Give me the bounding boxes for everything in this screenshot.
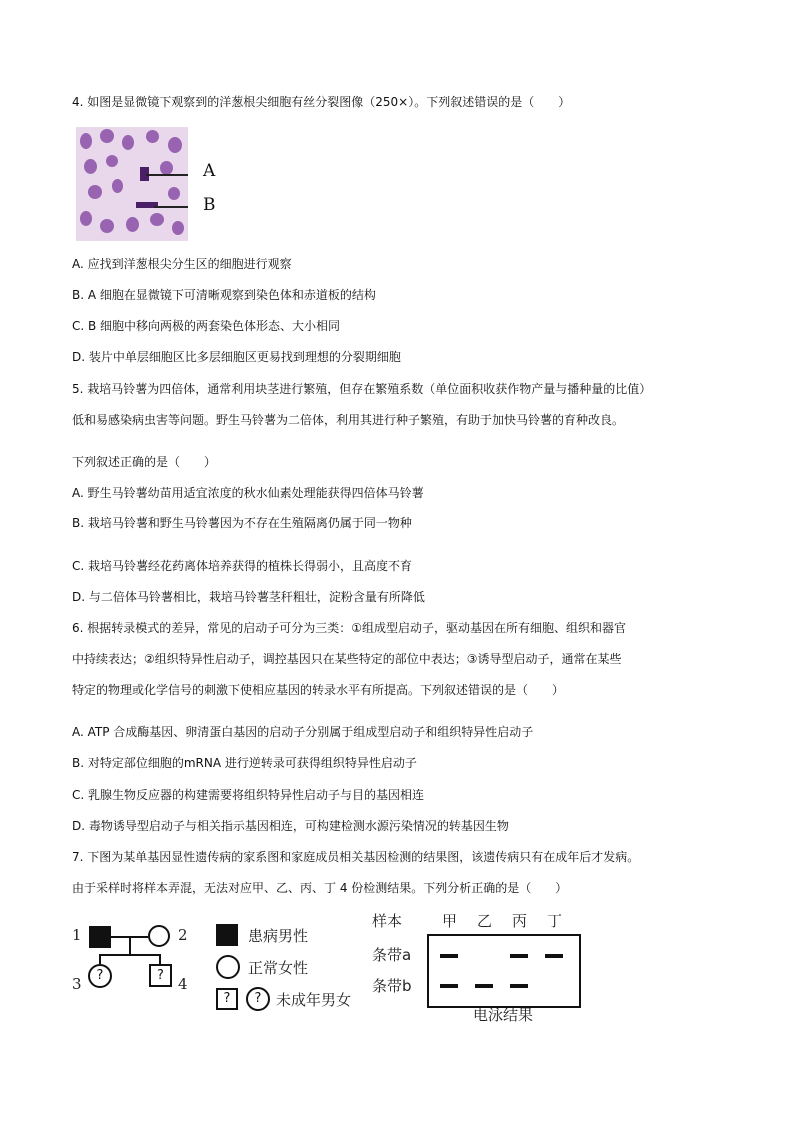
pedigree-chart [70,918,360,1018]
q4-stem: 4. 如图是显微镜下观察到的洋葱根尖细胞有丝分裂图像（250×）。下列叙述错误的是（ ） [72,95,571,109]
legend-minor: 未成年男女 [276,991,352,1009]
gel-sample-1: 甲 [442,912,458,930]
legend-affected-male-icon [216,924,238,946]
q5-option-b: B. 栽培马铃薯和野生马铃薯因为不存在生殖隔离仍属于同一物种 [72,516,412,530]
q4-option-a: A. 应找到洋葱根尖分生区的细胞进行观察 [72,257,292,271]
figure-label-b: B [203,195,216,215]
child-line-3 [99,954,101,964]
sibship-line [99,954,161,956]
pedigree-number-1: 1 [72,926,82,944]
pedigree-number-2: 2 [178,926,188,944]
gel-band-b-label: 条带b [372,977,412,995]
legend-minor-male-icon: ? [216,988,238,1010]
q6-stem-line1: 6. 根据转录模式的差异，常见的启动子可分为三类：①组成型启动子，驱动基因在所有细胞、组织和器官 [72,621,627,635]
micrograph-figure [76,127,188,241]
unknown-daughter-symbol: ? [88,964,112,988]
label-line-a [146,174,188,176]
q4-option-b: B. A 细胞在显微镜下可清晰观察到染色体和赤道板的结构 [72,288,376,302]
q5-option-c: C. 栽培马铃薯经花药离体培养获得的植株长得弱小，且高度不育 [72,559,413,573]
q5-stem-line3: 下列叙述正确的是（ ） [72,455,217,469]
q7-stem-line1: 7. 下图为某单基因显性遗传病的家系图和家庭成员相关基因检测的结果图，该遗传病只有在成年后才发病。 [72,850,640,864]
q6-stem-line3: 特定的物理或化学信号的刺激下使相应基因的转录水平有所提高。下列叙述错误的是（ ） [72,683,565,697]
label-line-b [154,206,188,208]
unknown-son-symbol: ? [149,964,172,987]
q7-stem-line2: 由于采样时将样本弄混，无法对应甲、乙、丙、丁 4 份检测结果。下列分析正确的是（ ） [72,881,568,895]
legend-normal-female: 正常女性 [248,959,309,977]
gel-sample-header: 样本 [372,912,403,930]
affected-male-symbol [89,926,111,948]
legend-normal-female-icon [216,955,240,979]
q6-option-d: D. 毒物诱导型启动子与相关指示基因相连，可构建检测水源污染情况的转基因生物 [72,819,509,833]
legend-affected-male: 患病男性 [248,927,309,945]
gel-band-a-label: 条带a [372,946,412,964]
pedigree-number-3: 3 [72,975,82,993]
child-line-4 [159,954,161,964]
q4-option-d: D. 装片中单层细胞区比多层细胞区更易找到理想的分裂期细胞 [72,350,401,364]
gel-sample-2: 乙 [477,912,493,930]
gel-band-b-lane-3 [510,984,528,988]
gel-band-a-lane-1 [440,954,458,958]
q6-stem-line2: 中持续表达；②组织特异性启动子，调控基因只在某些特定的部位中表达；③诱导型启动子，通常在某些 [72,652,622,666]
figure-label-a: A [203,161,216,181]
gel-figure [370,908,600,1028]
normal-female-symbol [148,925,170,947]
legend-minor-female-icon: ? [246,987,270,1011]
q6-option-c: C. 乳腺生物反应器的构建需要将组织特异性启动子与目的基因相连 [72,788,425,802]
q5-option-a: A. 野生马铃薯幼苗用适宜浓度的秋水仙素处理能获得四倍体马铃薯 [72,486,424,500]
gel-band-b-lane-2 [475,984,493,988]
q5-stem-line1: 5. 栽培马铃薯为四倍体，通常利用块茎进行繁殖，但存在繁殖系数（单位面积收获作物产量与播种量的比值） [72,382,652,396]
gel-caption: 电泳结果 [473,1006,534,1024]
q5-stem-line2: 低和易感染病虫害等问题。野生马铃薯为二倍体，利用其进行种子繁殖，有助于加快马铃薯的育种改良。 [72,413,625,427]
q4-option-c: C. B 细胞中移向两极的两套染色体形态、大小相同 [72,319,341,333]
q5-option-d: D. 与二倍体马铃薯相比，栽培马铃薯茎秆粗壮，淀粉含量有所降低 [72,590,425,604]
gel-sample-4: 丁 [547,912,563,930]
gel-sample-3: 丙 [512,912,528,930]
q6-option-a: A. ATP 合成酶基因、卵清蛋白基因的启动子分别属于组成型启动子和组织特异性启动子 [72,725,534,739]
gel-band-b-lane-1 [440,984,458,988]
descent-line [129,937,131,955]
pedigree-number-4: 4 [178,975,188,993]
gel-box [427,934,581,1008]
gel-band-a-lane-4 [545,954,563,958]
q6-option-b: B. 对特定部位细胞的mRNA 进行逆转录可获得组织特异性启动子 [72,756,417,770]
gel-band-a-lane-3 [510,954,528,958]
